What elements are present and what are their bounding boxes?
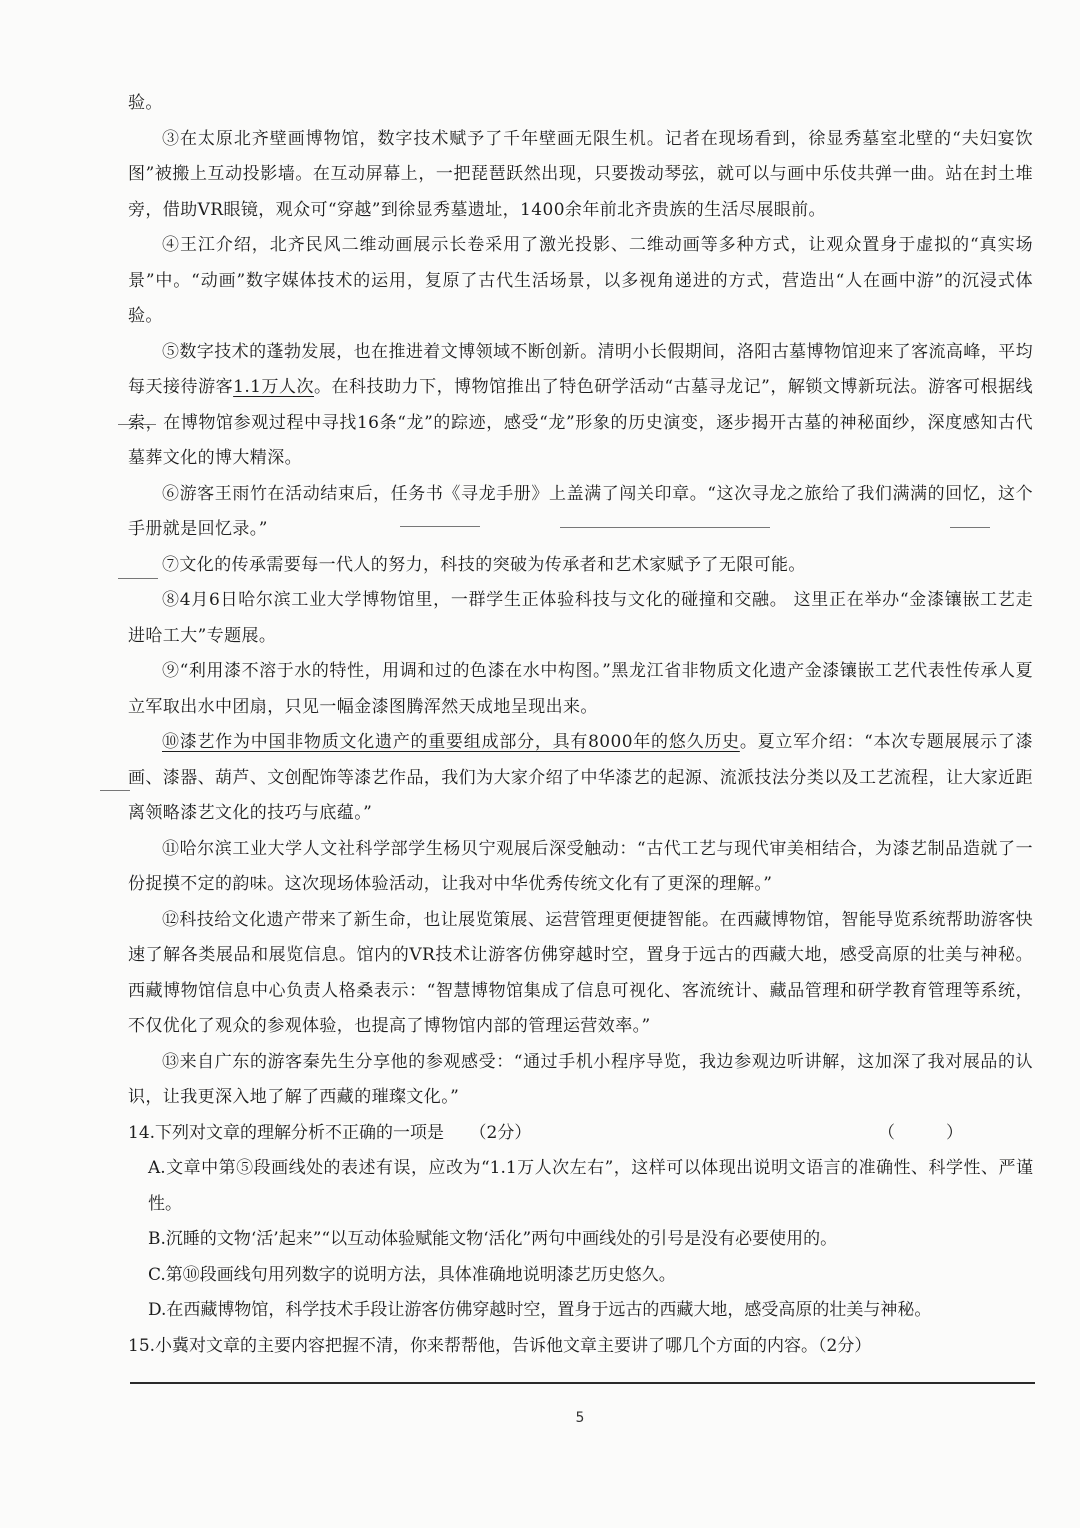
paragraph-5 bbox=[128, 335, 1033, 477]
page-number: 5 bbox=[575, 1410, 585, 1426]
paragraph-8: ⑧4月6日哈尔滨工业大学博物馆里，一群学生正体验科技与文化的碰撞和交融。 这里正在举办“金漆镶嵌工艺走进哈工大”专题展。 bbox=[128, 590, 1033, 646]
answer-line[interactable] bbox=[130, 1382, 1035, 1384]
answer-parentheses[interactable]: （ ） bbox=[878, 1122, 963, 1143]
paragraph-5-before: ⑤数字技术的蓬勃发展，也在推进着文博领域不断创新。清明小长假期间，洛阳古墓博物馆迎来了客流高峰，平均每天接待游客 bbox=[128, 341, 1033, 397]
option-a[interactable]: A.文章中第⑤段画线处的表述有误，应改为“1.1万人次左右”，这样可以体现出说明文语言的准确性、科学性、严谨性。 bbox=[148, 1158, 1033, 1214]
paragraph-11: ⑪哈尔滨工业大学人文社科学部学生杨贝宁观展后深受触动：“古代工艺与现代审美相结合，为漆艺制品造就了一份捉摸不定的韵味。这次现场体验活动，让我对中华优秀传统文化有了更深的理解。” bbox=[128, 838, 1033, 894]
paragraph-2-tail: 验。 bbox=[128, 93, 163, 113]
option-c[interactable]: C.第⑩段画线句用列数字的说明方法，具体准确地说明漆艺历史悠久。 bbox=[148, 1264, 676, 1285]
paragraph-13: ⑬来自广东的游客秦先生分享他的参观感受：“通过手机小程序导览，我边参观边听讲解，这加深了我对展品的认识，让我更深入地了解了西藏的璀璨文化。” bbox=[128, 1051, 1033, 1107]
question-15-title: 15.小冀对文章的主要内容把握不清，你来帮帮他，告诉他文章主要讲了哪几个方面的内容。（2分） bbox=[128, 1335, 872, 1356]
option-d[interactable]: D.在西藏博物馆，科学技术手段让游客仿佛穿越时空，置身于远古的西藏大地，感受高原的壮美与神秘。 bbox=[148, 1300, 932, 1320]
paragraph-4: ④王江介绍，北齐民风二维动画展示长卷采用了激光投影、二维动画等多种方式，让观众置身于虚拟的“真实场景”中。“动画”数字媒体技术的运用，复原了古代生活场景，以多视角递进的方式，营造出“人在画中游”的沉浸式体验。 bbox=[128, 235, 1033, 326]
paragraph-10-after: 。夏立军介绍：“本次专题展展示了漆画、漆器、葫芦、文创配饰等漆艺作品，我们为大家介绍了中华漆艺的起源、流派技法分类以及工艺流程，让大家近距离领略漆艺文化的技巧与底蕴。” bbox=[128, 732, 1033, 823]
paragraph-10-underlined: ⑩漆艺作为中国非物质文化遗产的重要组成部分，具有8000年的悠久历史 bbox=[162, 732, 740, 752]
paragraph-3: ③在太原北齐壁画博物馆，数字技术赋予了千年壁画无限生机。记者在现场看到，徐显秀墓室北壁的“夫妇宴饮图”被搬上互动投影墙。在互动屏幕上，一把琵琶跃然出现，只要拨动琴弦，就可以与画中乐伎共弹一曲。站在封土堆旁，借助VR眼镜，观众可“穿越”到徐显秀墓遗址，1400余年前北齐贵族的生活尽展眼前。 bbox=[128, 128, 1033, 220]
paragraph-5-underlined: 1.1万人次 bbox=[233, 377, 315, 397]
paragraph-5-after: 。在科技助力下，博物馆推出了特色研学活动“古墓寻龙记”，解锁文博新玩法。游客可根据线索，在博物馆参观过程中寻找16条“龙”的踪迹，感受“龙”形象的历史演变，逐步揭开古墓的神秘面纱，深度感知古代墓葬文化的博大精深。 bbox=[128, 377, 1033, 468]
scan-mark bbox=[100, 790, 130, 791]
question-14-text: 14.下列对文章的理解分析不正确的一项是 （2分） bbox=[128, 1122, 532, 1143]
paragraph-10 bbox=[128, 725, 1033, 832]
option-b[interactable]: B.沉睡的文物‘活’起来”“以互动体验赋能文物‘活化”两句中画线处的引号是没有必要使用的。 bbox=[148, 1229, 838, 1249]
article-body bbox=[128, 86, 1033, 1364]
question-14-title bbox=[128, 1116, 1033, 1152]
paragraph-7: ⑦文化的传承需要每一代人的努力，科技的突破为传承者和艺术家赋予了无限可能。 bbox=[162, 554, 806, 575]
paragraph-9: ⑨“利用漆不溶于水的特性，用调和过的色漆在水中构图。”黑龙江省非物质文化遗产金漆镶嵌工艺代表性传承人夏立军取出水中团扇，只见一幅金漆图腾浑然天成地呈现出来。 bbox=[128, 661, 1033, 717]
paragraph-6: ⑥游客王雨竹在活动结束后，任务书《寻龙手册》上盖满了闯关印章。“这次寻龙之旅给了我们满满的回忆，这个手册就是回忆录。” bbox=[128, 483, 1033, 539]
paragraph-12: ⑫科技给文化遗产带来了新生命，也让展览策展、运营管理更便捷智能。在西藏博物馆，智能导览系统帮助游客快速了解各类展品和展览信息。馆内的VR技术让游客仿佛穿越时空，置身于远古的西藏大地，感受高原的壮美与神秘。西藏博物馆信息中心负责人格桑表示：“智慧博物馆集成了信息可视化、客流统计、藏品管理和研学教育管理等系统，不仅优化了观众的参观体验，也提高了博物馆内部的管理运营效率。” bbox=[128, 909, 1033, 1036]
